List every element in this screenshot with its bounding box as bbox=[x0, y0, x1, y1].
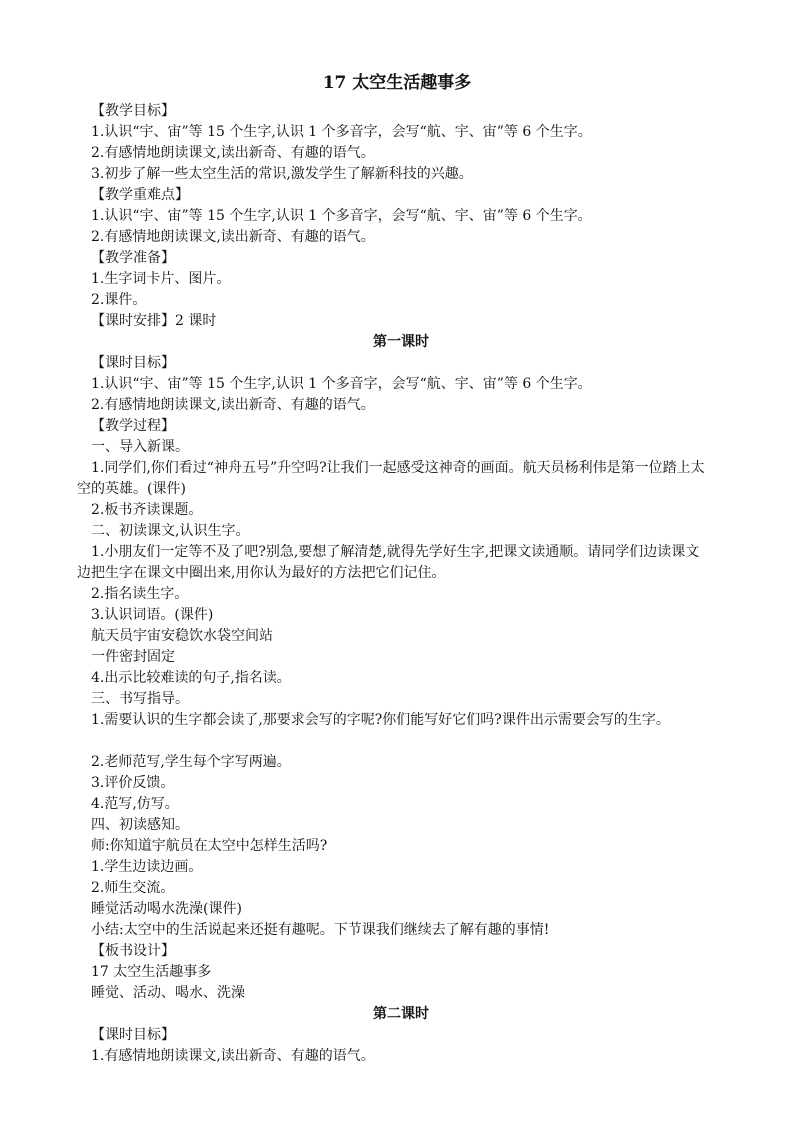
text-line: 2.有感情地朗读课文,读出新奇、有趣的语气。 bbox=[91, 229, 375, 245]
text-line: 三、书写指导。 bbox=[91, 691, 189, 707]
text-line: 3.认识词语。(课件) bbox=[91, 607, 214, 623]
text-line: 1.小朋友们一定等不及了吧?别急,要想了解清楚,就得先学好生字,把课文读通顺。请同学们边读课文边把生字在课文中圈出来,用你认为最好的方法把它们记住。 bbox=[77, 544, 700, 581]
text-line: 1.认识“宇、宙”等 15 个生字,认识 1 个多音字，会写“航、宇、宙”等 6 个生字。 bbox=[91, 124, 592, 140]
text-line: 1.认识“宇、宙”等 15 个生字,认识 1 个多音字，会写“航、宇、宙”等 6 个生字。 bbox=[91, 376, 592, 392]
text-line: 四、初读感知。 bbox=[91, 817, 189, 833]
text-line: 2.有感情地朗读课文,读出新奇、有趣的语气。 bbox=[91, 397, 375, 413]
text-line: 1.认识“宇、宙”等 15 个生字,认识 1 个多音字，会写“航、宇、宙”等 6 个生字。 bbox=[91, 208, 592, 224]
text-line: 【教学过程】 bbox=[91, 418, 175, 434]
text-line: 4.出示比较难读的句子,指名读。 bbox=[91, 670, 291, 686]
text-line: 一、导入新课。 bbox=[91, 439, 189, 455]
text-line: 3.评价反馈。 bbox=[91, 775, 175, 791]
section-heading: 第一课时 bbox=[373, 334, 429, 350]
text-line: 3.初步了解一些太空生活的常识,激发学生了解新科技的兴趣。 bbox=[91, 166, 473, 182]
text-line: 【课时目标】 bbox=[91, 355, 175, 371]
text-line: 17 太空生活趣事多 bbox=[91, 964, 212, 980]
text-line: 2.板书齐读课题。 bbox=[91, 502, 203, 518]
text-line: 【教学重难点】 bbox=[91, 187, 189, 203]
text-line: 睡觉活动喝水洗澡(课件) bbox=[91, 901, 242, 917]
text-line: 睡觉、活动、喝水、洗澡 bbox=[91, 985, 245, 1001]
text-line: 【板书设计】 bbox=[91, 943, 175, 959]
text-line: 师:你知道宇航员在太空中怎样生活吗? bbox=[91, 838, 328, 854]
text-line: 1.同学们,你们看过“神舟五号”升空吗?让我们一起感受这神奇的画面。航天员杨利伟是第一位踏上太空的英雄。(课件) bbox=[77, 460, 705, 497]
text-line: 2.老师范写,学生每个字写两遍。 bbox=[91, 754, 291, 770]
text-line: 一件密封固定 bbox=[91, 649, 175, 665]
text-line: 2.有感情地朗读课文,读出新奇、有趣的语气。 bbox=[91, 145, 375, 161]
text-line: 2.师生交流。 bbox=[91, 880, 175, 896]
text-line: 1.需要认识的生字都会读了,那要求会写的字呢?你们能写好它们吗?课件出示需要会写的生字。 bbox=[91, 712, 670, 728]
text-line: 【课时目标】 bbox=[91, 1027, 175, 1043]
text-line: 1.生字词卡片、图片。 bbox=[91, 271, 231, 287]
document-title: 17 太空生活趣事多 bbox=[322, 73, 472, 93]
text-line: 二、初读课文,认识生字。 bbox=[91, 523, 250, 539]
text-line: 航天员宇宙安稳饮水袋空间站 bbox=[91, 628, 273, 644]
text-line: 2.课件。 bbox=[91, 292, 147, 308]
text-line: 小结:太空中的生活说起来还挺有趣呢。下节课我们继续去了解有趣的事情! bbox=[91, 922, 550, 938]
text-line: 1.有感情地朗读课文,读出新奇、有趣的语气。 bbox=[91, 1048, 375, 1064]
text-line: 【教学准备】 bbox=[91, 250, 175, 266]
text-line: 【教学目标】 bbox=[91, 103, 175, 119]
section-heading: 第二课时 bbox=[373, 1006, 429, 1022]
text-line: 2.指名读生字。 bbox=[91, 586, 189, 602]
text-line: 1.学生边读边画。 bbox=[91, 859, 203, 875]
document-body bbox=[77, 101, 711, 1067]
text-line: 4.范写,仿写。 bbox=[91, 796, 179, 812]
text-line: 【课时安排】2 课时 bbox=[91, 313, 217, 329]
